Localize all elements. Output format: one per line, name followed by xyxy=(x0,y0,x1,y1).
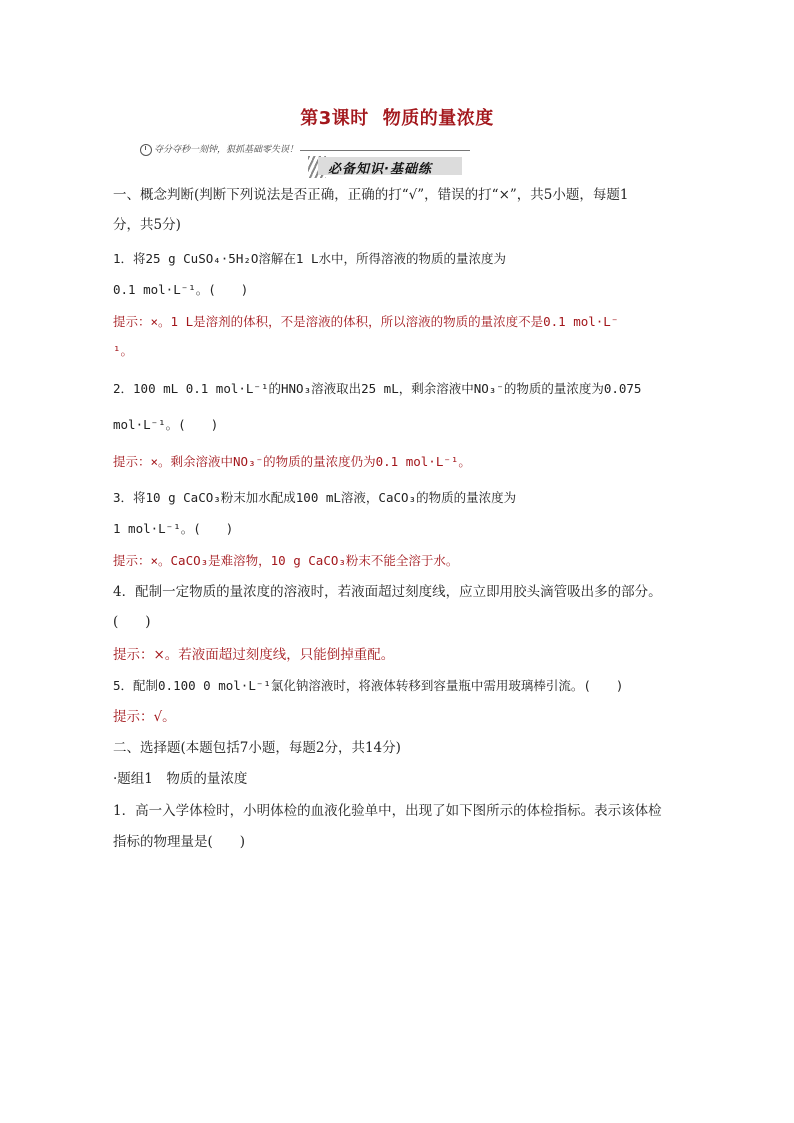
motto-text: 夺分夺秒一刻钟，狠抓基础零失误！ xyxy=(154,145,299,155)
question-5: 5．配制0.100 0 mol·L⁻¹氯化钠溶液时，将液体转移到容量瓶中需用玻璃棒引流。( ) xyxy=(113,678,624,693)
question-group-1: ·题组1 物质的量浓度 xyxy=(113,771,248,787)
question-1-line2: 0.1 mol·L⁻¹。( ) xyxy=(113,282,249,297)
answer-5: 提示：√。 xyxy=(113,709,176,725)
answer-1-line1: 提示：×。1 L是溶剂的体积，不是溶液的体积，所以溶液的物质的量浓度不是0.1 mol·L⁻ xyxy=(113,314,619,329)
question-2-line1: 2．100 mL 0.1 mol·L⁻¹的HNO₃溶液取出25 mL，剩余溶液中NO₃⁻的物质的量浓度为0.075 xyxy=(113,381,642,396)
answer-4: 提示：×。若液面超过刻度线，只能倒掉重配。 xyxy=(113,647,395,663)
question-3-line2: 1 mol·L⁻¹。( ) xyxy=(113,521,234,536)
part1-heading-line1: 一、概念判断(判断下列说法是否正确，正确的打“√”，错误的打“×”，共5小题，每题1 xyxy=(113,187,629,203)
clock-icon xyxy=(140,144,152,156)
question-4-line2: ( ) xyxy=(113,614,151,630)
lesson-topic: 物质的量浓度 xyxy=(382,108,494,129)
lesson-number: 第3课时 xyxy=(300,108,369,129)
question-3-line1: 3．将10 g CaCO₃粉末加水配成100 mL溶液，CaCO₃的物质的量浓度为 xyxy=(113,490,517,505)
answer-3: 提示：×。CaCO₃是难溶物，10 g CaCO₃粉末不能全溶于水。 xyxy=(113,553,459,568)
question-4-line1: 4．配制一定物质的量浓度的溶液时，若液面超过刻度线，应立即用胶头滴管吸出多的部分。 xyxy=(113,584,662,600)
part2-heading: 二、选择题(本题包括7小题，每题2分，共14分) xyxy=(113,740,401,756)
part1-heading-line2: 分，共5分) xyxy=(113,217,181,233)
section-label: 必备知识·基础练 xyxy=(328,162,432,177)
part2-question-1-line2: 指标的物理量是( ) xyxy=(113,834,246,850)
answer-2: 提示：×。剩余溶液中NO₃⁻的物质的量浓度仍为0.1 mol·L⁻¹。 xyxy=(113,454,471,469)
answer-1-line2: ¹。 xyxy=(113,343,134,358)
part2-question-1-line1: 1．高一入学体检时，小明体检的血液化验单中，出现了如下图所示的体检指标。表示该体检 xyxy=(113,803,662,819)
section-banner xyxy=(140,140,470,180)
page-title xyxy=(0,104,794,130)
question-1-line1: 1．将25 g CuSO₄·5H₂O溶解在1 L水中，所得溶液的物质的量浓度为 xyxy=(113,251,506,266)
question-2-line2: mol·L⁻¹。( ) xyxy=(113,417,219,432)
banner-divider xyxy=(300,150,470,151)
